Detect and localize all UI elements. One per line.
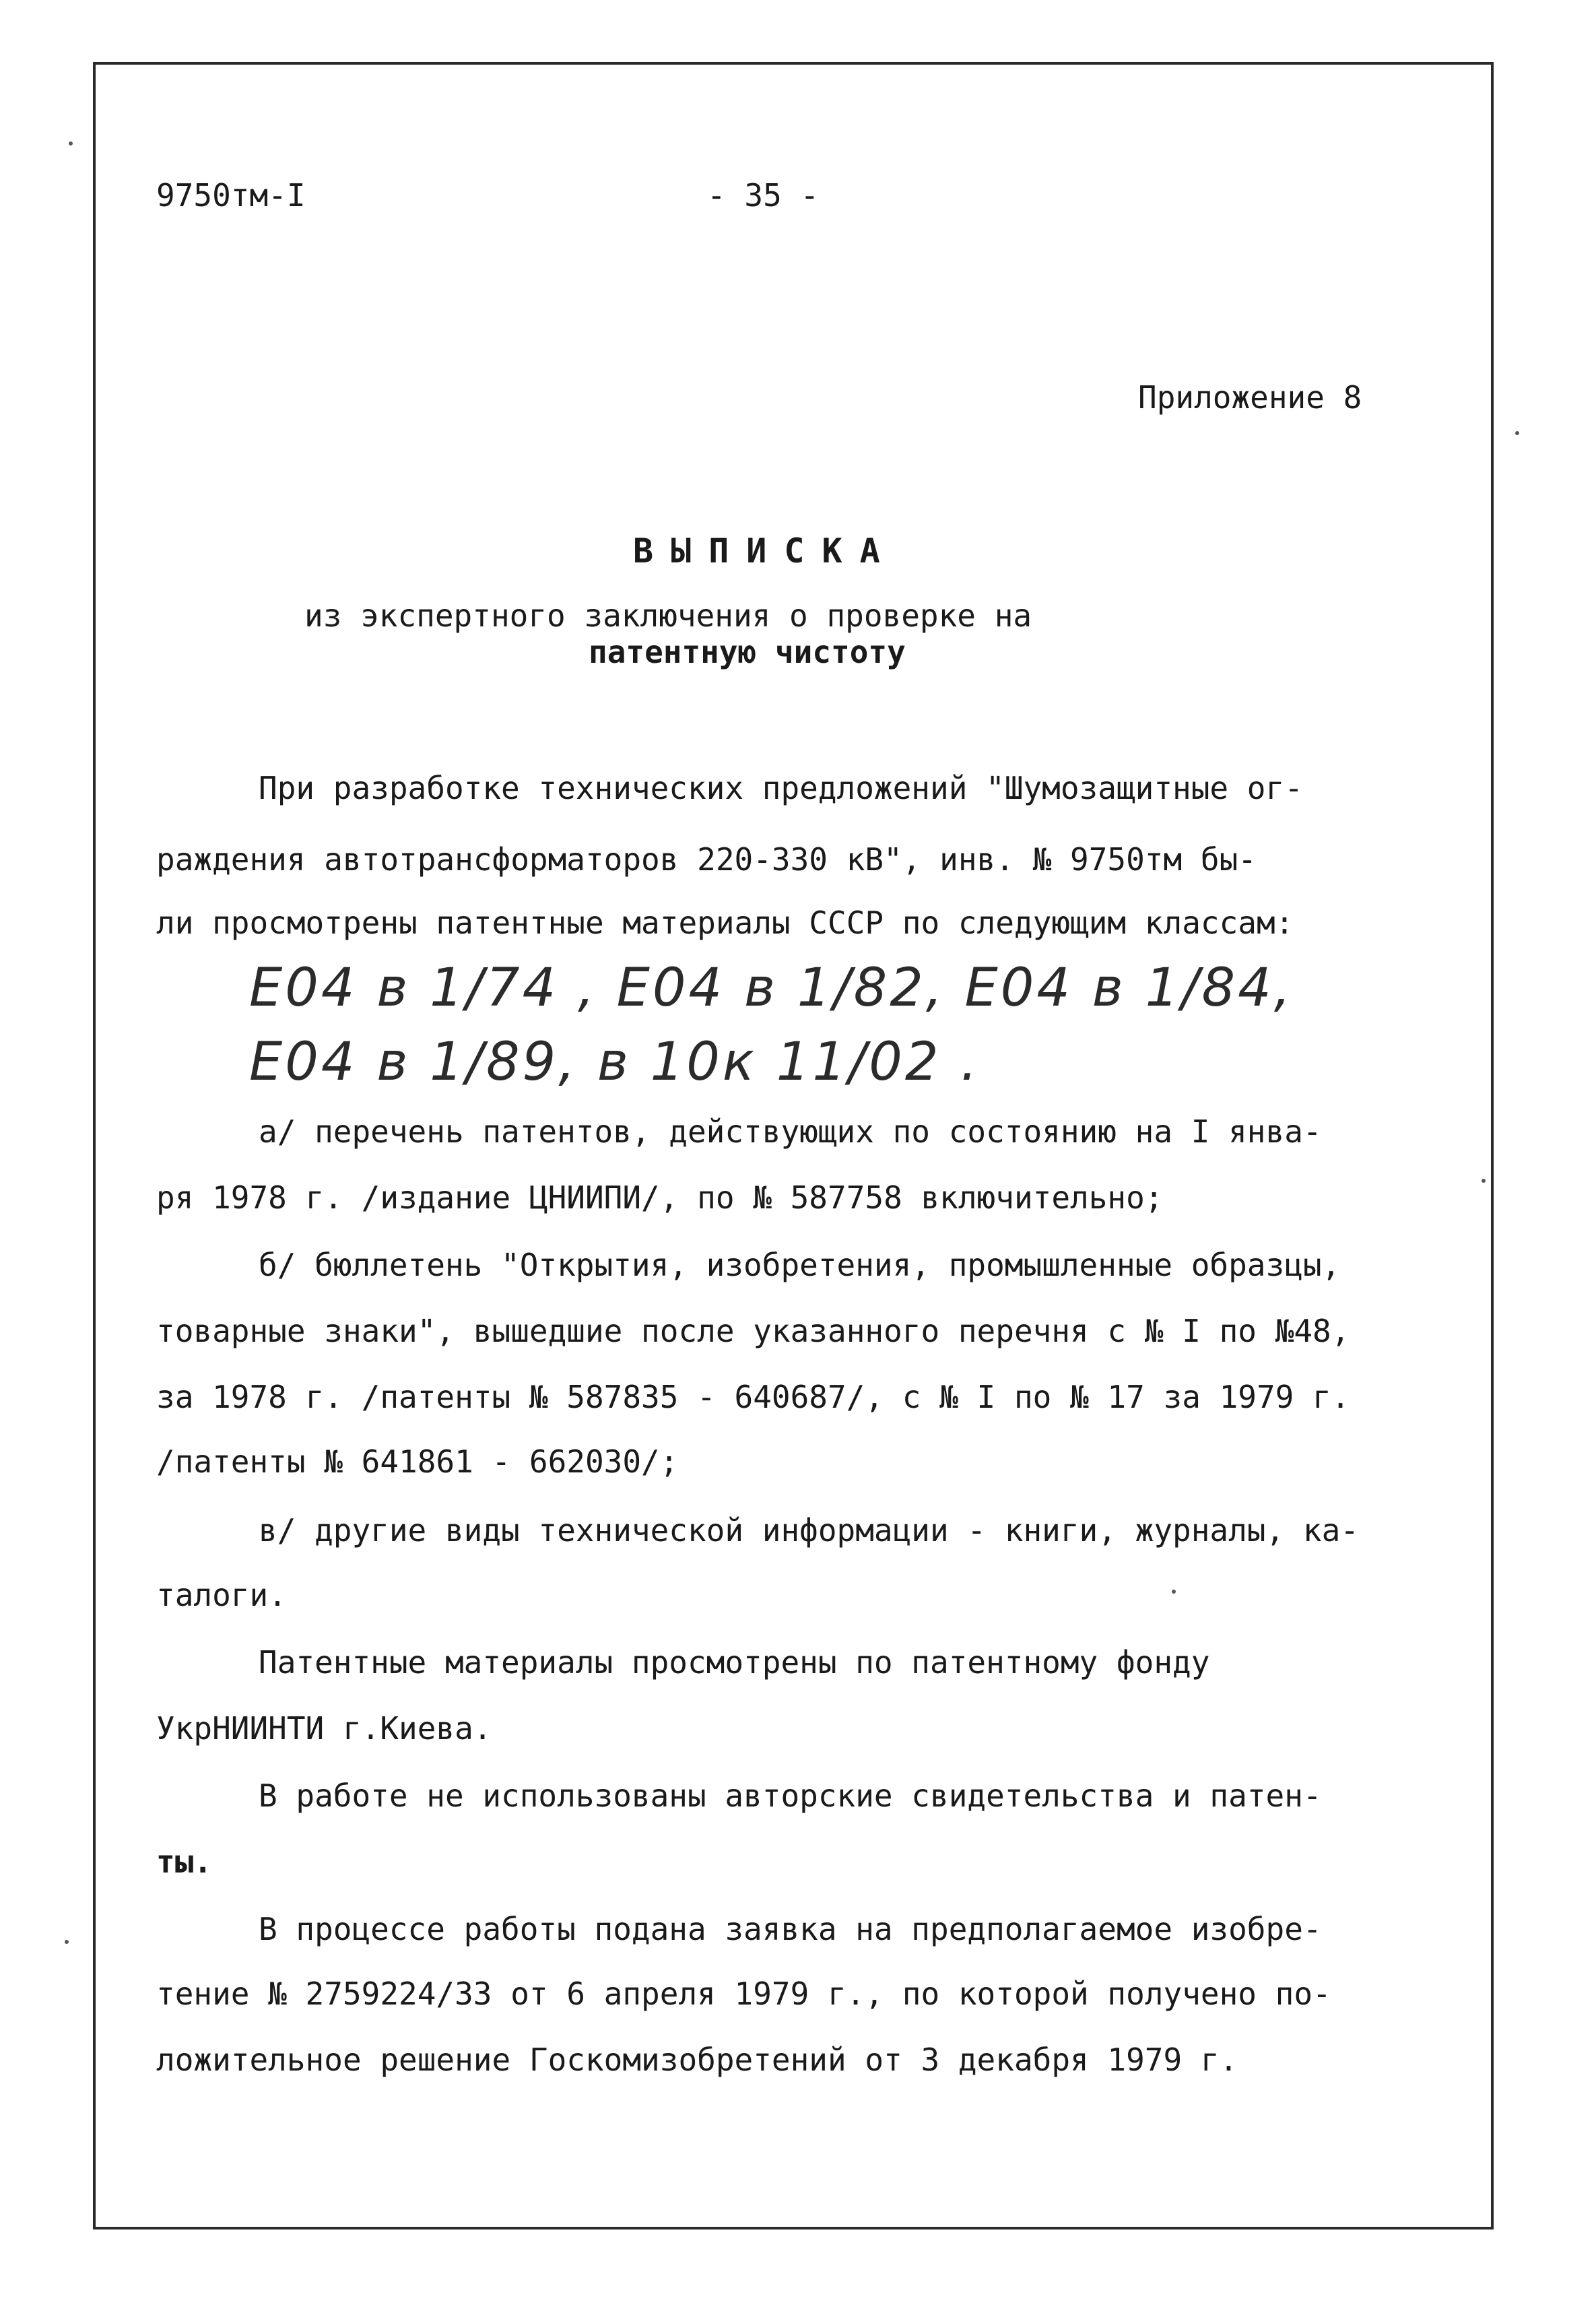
page-number: - 35 - xyxy=(707,177,820,214)
list-item-c-line1: в/ другие виды технической информации - книги, журналы, ка- xyxy=(259,1512,1359,1549)
scan-speck xyxy=(1515,431,1519,435)
list-item-b-line4: /патенты № 641861 - 662030/; xyxy=(156,1443,679,1480)
list-item-a-line2: ря 1978 г. /издание ЦНИИПИ/, по № 587758 включительно; xyxy=(156,1179,1164,1216)
intro-line-2: раждения автотрансформаторов 220-330 кВ", инв. № 9750тм бы- xyxy=(156,841,1257,878)
scan-speck xyxy=(1172,1590,1176,1594)
document-title: ВЫПИСКА xyxy=(633,531,898,571)
paragraph-certificates-line1: В работе не использованы авторские свидетельства и патен- xyxy=(259,1778,1322,1814)
intro-line-3: ли просмотрены патентные материалы СССР по следующим классам: xyxy=(156,905,1294,941)
handwritten-classes-line1: Е04 в 1/74 , Е04 в 1/82, Е04 в 1/84, xyxy=(249,958,1294,1018)
document-code: 9750тм-I xyxy=(156,177,306,214)
appendix-label: Приложение 8 xyxy=(1138,379,1362,416)
scan-speck xyxy=(65,1940,69,1944)
intro-line-1: При разработке технических предложений "Шумозащитные ог- xyxy=(259,770,1303,806)
paragraph-application-line2: тение № 2759224/33 от 6 апреля 1979 г., по которой получено по- xyxy=(156,1976,1331,2012)
paragraph-application-line3: ложительное решение Госкомизобретений от 3 декабря 1979 г. xyxy=(156,2042,1238,2078)
list-item-b-line2: товарные знаки", вышедшие после указанного перечня с № I по №48, xyxy=(156,1313,1350,1349)
list-item-b-line1: б/ бюллетень "Открытия, изобретения, промышленные образцы, xyxy=(259,1247,1341,1283)
handwritten-classes-line2: Е04 в 1/89, в 10к 11/02 . xyxy=(249,1032,980,1093)
scan-speck xyxy=(1482,1179,1486,1183)
document-subtitle-line2: патентную чистоту xyxy=(589,634,906,670)
scan-speck xyxy=(69,141,73,145)
paragraph-fund-line2: УкрНИИНТИ г.Киева. xyxy=(156,1710,492,1747)
list-item-c-line2: талоги. xyxy=(156,1577,287,1613)
list-item-b-line3: за 1978 г. /патенты № 587835 - 640687/, с № I по № 17 за 1979 г. xyxy=(156,1379,1350,1415)
list-item-a-line1: а/ перечень патентов, действующих по состоянию на I янва- xyxy=(259,1113,1322,1150)
paragraph-fund-line1: Патентные материалы просмотрены по патентному фонду xyxy=(259,1644,1210,1681)
document-subtitle-line1: из экспертного заключения о проверке на xyxy=(304,597,1032,634)
paragraph-application-line1: В процессе работы подана заявка на предполагаемое изобре- xyxy=(259,1911,1322,1947)
paragraph-certificates-line2: ты. xyxy=(156,1844,213,1880)
